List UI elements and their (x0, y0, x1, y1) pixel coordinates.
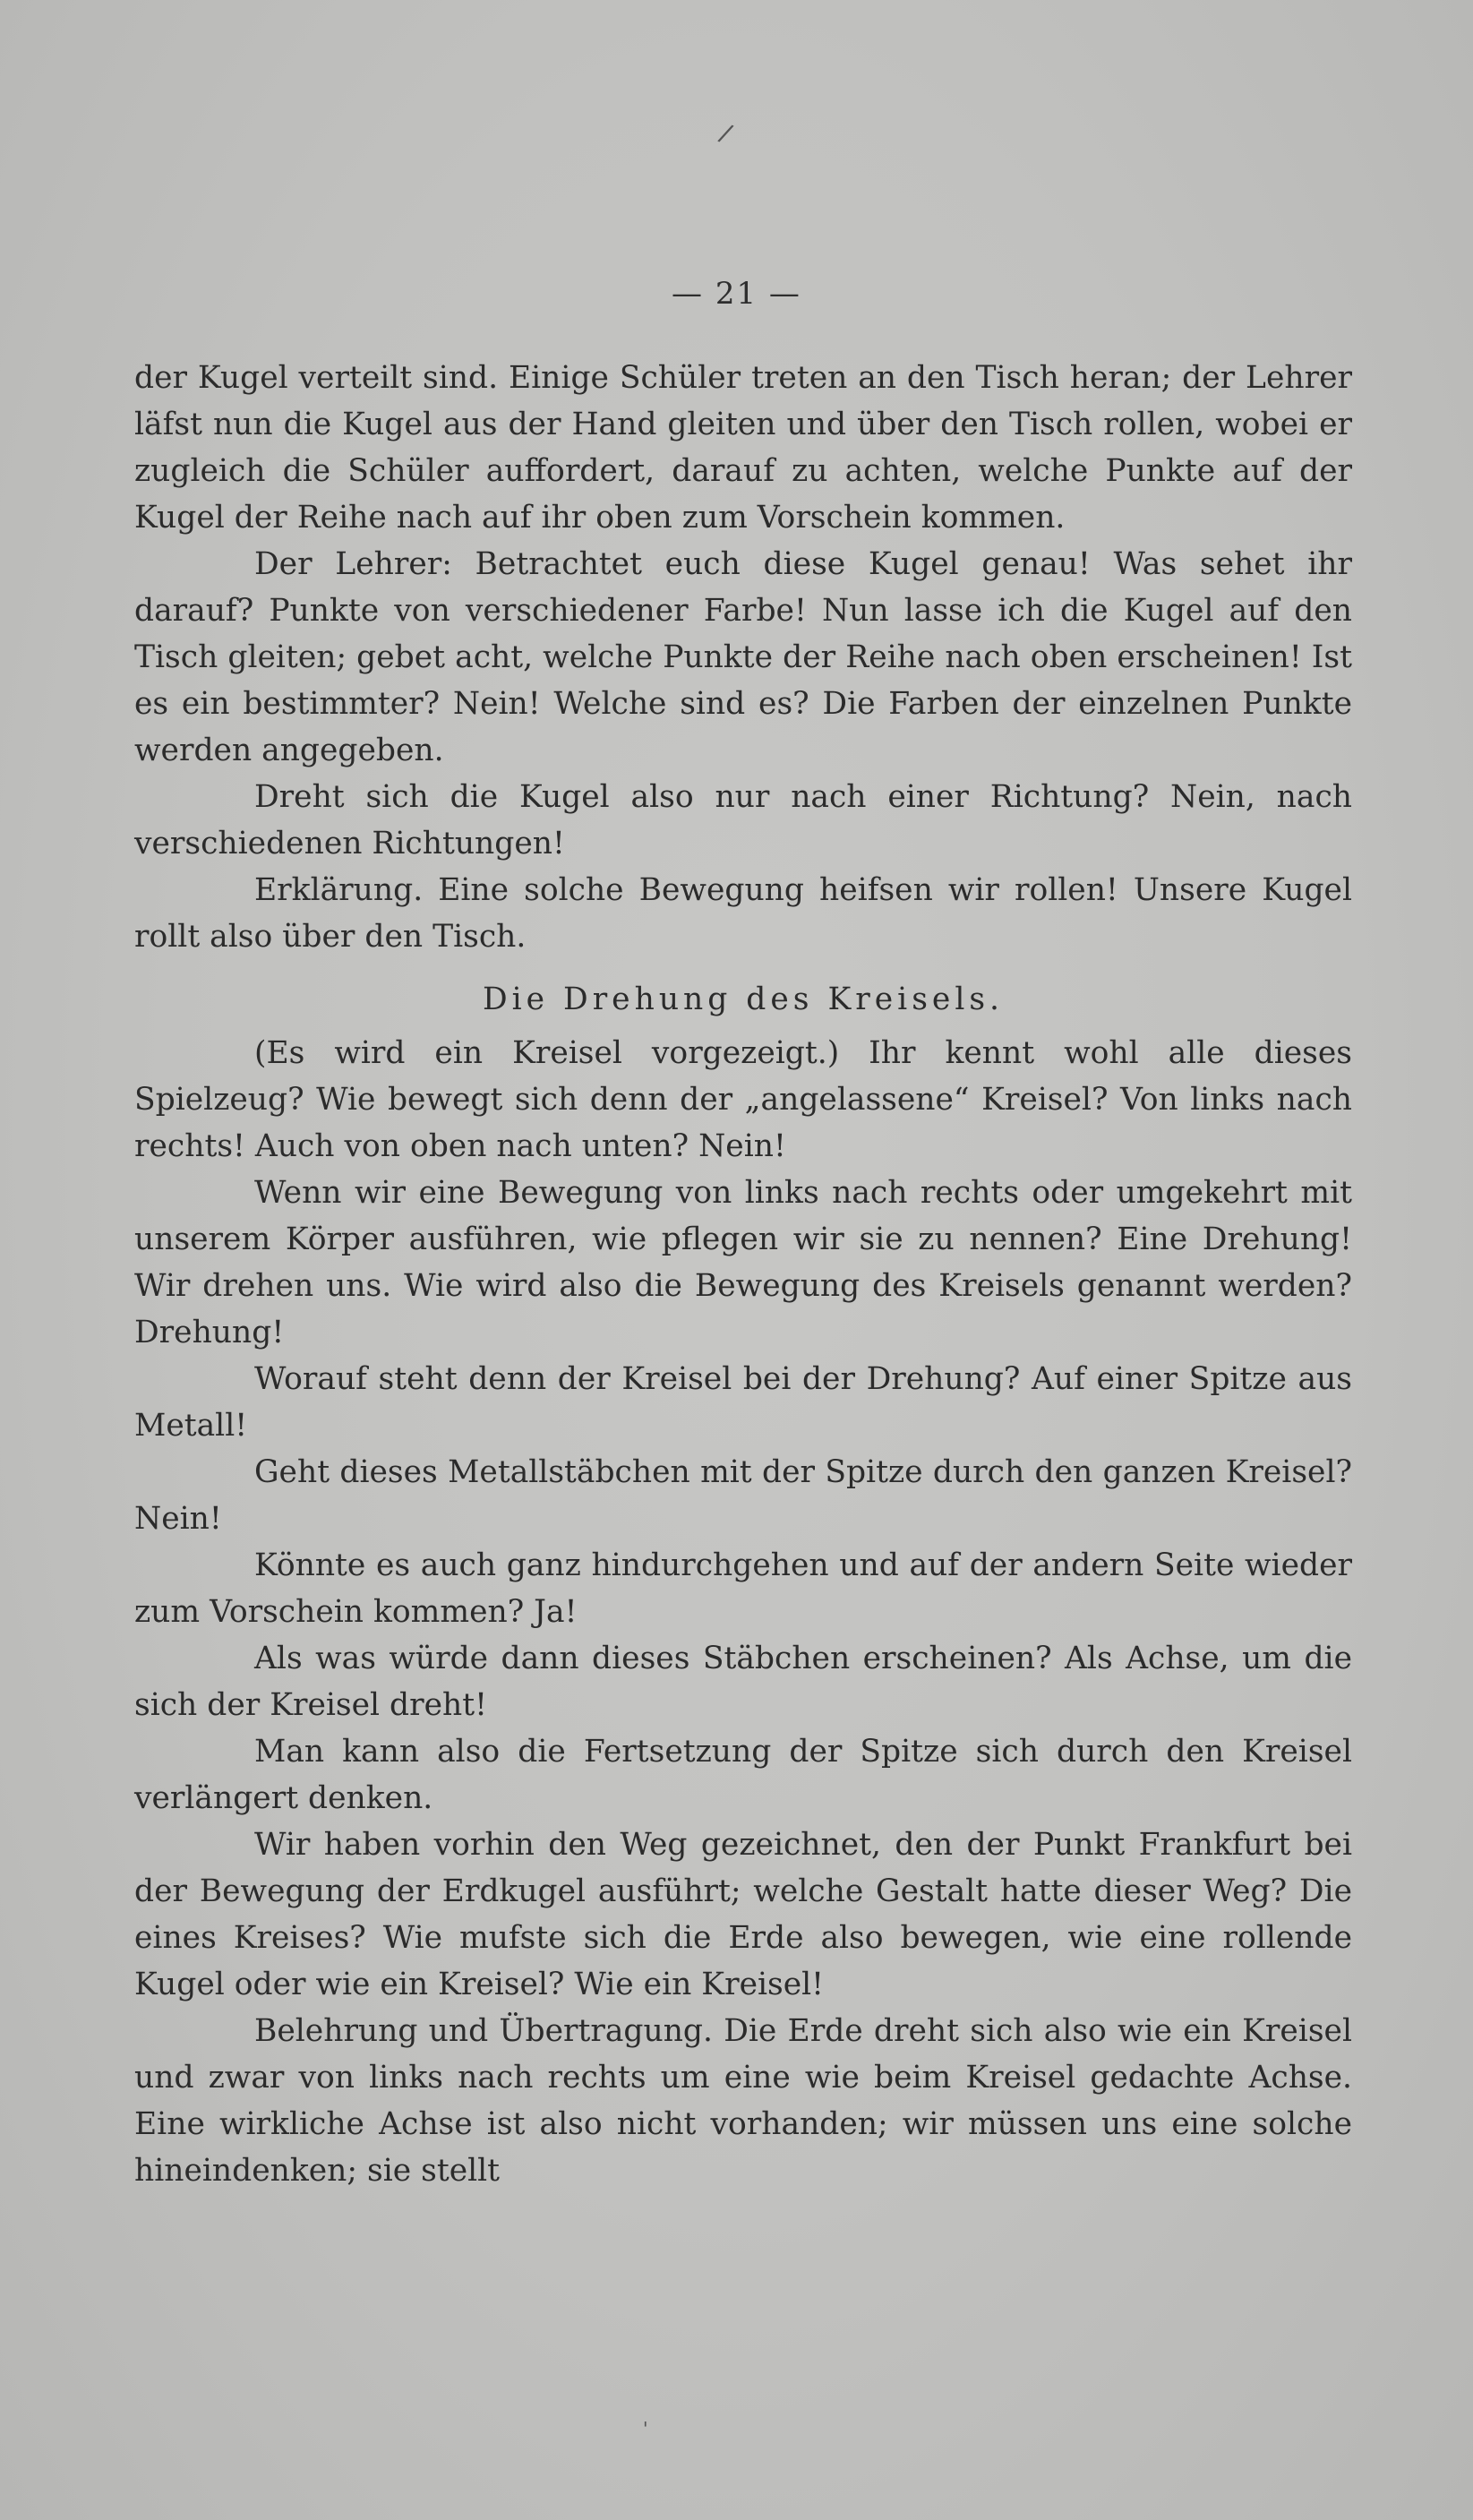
stray-pen-mark: ' (643, 2418, 648, 2439)
paragraph: Könnte es auch ganz hindurchgehen und auf der andern Seite wieder zum Vorschein kommen? Ja! (134, 1547, 1352, 1630)
paragraph: Wenn wir eine Bewegung von links nach rechts oder umgekehrt mit unserem Körper ausführen, wie pflegen wir sie zu nennen? Eine Drehung! Wir drehen uns. Wie wird also die Bewegung des Kreisels genannt werden? Drehung! (134, 1175, 1352, 1350)
paragraph: Erklärung. Eine solche Bewegung heifsen wir rollen! Unsere Kugel rollt also über den Tisch. (134, 872, 1352, 955)
paragraph: Dreht sich die Kugel also nur nach einer Richtung? Nein, nach verschiedenen Richtungen! (134, 779, 1352, 861)
paragraph: Man kann also die Fertsetzung der Spitze sich durch den Kreisel verlängert denken. (134, 1734, 1352, 1816)
section-heading: Die Drehung des Kreisels. (482, 981, 1005, 1017)
paragraph: Worauf steht denn der Kreisel bei der Drehung? Auf einer Spitze aus Metall! (134, 1361, 1352, 1444)
stray-pen-mark: / (715, 117, 736, 149)
paragraph: Als was würde dann dieses Stäbchen erscheinen? Als Achse, um die sich der Kreisel dreht! (134, 1641, 1352, 1723)
paragraph: Geht dieses Metallstäbchen mit der Spitze durch den ganzen Kreisel? Nein! (134, 1454, 1352, 1537)
paragraph: (Es wird ein Kreisel vorgezeigt.) Ihr kennt wohl alle dieses Spielzeug? Wie bewegt sich denn der „angelassene“ Kreisel? Von links nach rechts! Auch von oben nach unten? Nein! (134, 1035, 1352, 1164)
paragraph: der Kugel verteilt sind. Einige Schüler treten an den Tisch heran; der Lehrer läfst nun die Kugel aus der Hand gleiten und über den Tisch rollen, wobei er zugleich die Schüler auffordert, darauf zu achten, welche Punkte auf der Kugel der Reihe nach auf ihr oben zum Vorschein kommen. (134, 360, 1352, 536)
paragraph: Belehrung und Übertragung. Die Erde dreht sich also wie ein Kreisel und zwar von links nach rechts um eine wie beim Kreisel gedachte Achse. Eine wirkliche Achse ist also nicht vorhanden; wir müssen uns eine solche hineindenken; sie stellt (134, 2013, 1352, 2189)
page-number: — 21 — (672, 276, 801, 312)
paragraph: Der Lehrer: Betrachtet euch diese Kugel genau! Was sehet ihr darauf? Punkte von verschiedener Farbe! Nun lasse ich die Kugel auf den Tisch gleiten; gebet acht, welche Punkte der Reihe nach oben erscheinen! Ist es ein bestimmter? Nein! Welche sind es? Die Farben der einzelnen Punkte werden angegeben. (134, 546, 1352, 768)
paragraph: Wir haben vorhin den Weg gezeichnet, den der Punkt Frankfurt bei der Bewegung der Erdkugel ausführt; welche Gestalt hatte dieser Weg? Die eines Kreises? Wie mufste sich die Erde also bewegen, wie eine rollende Kugel oder wie ein Kreisel? Wie ein Kreisel! (134, 1827, 1352, 2002)
page-body (134, 355, 1352, 2194)
